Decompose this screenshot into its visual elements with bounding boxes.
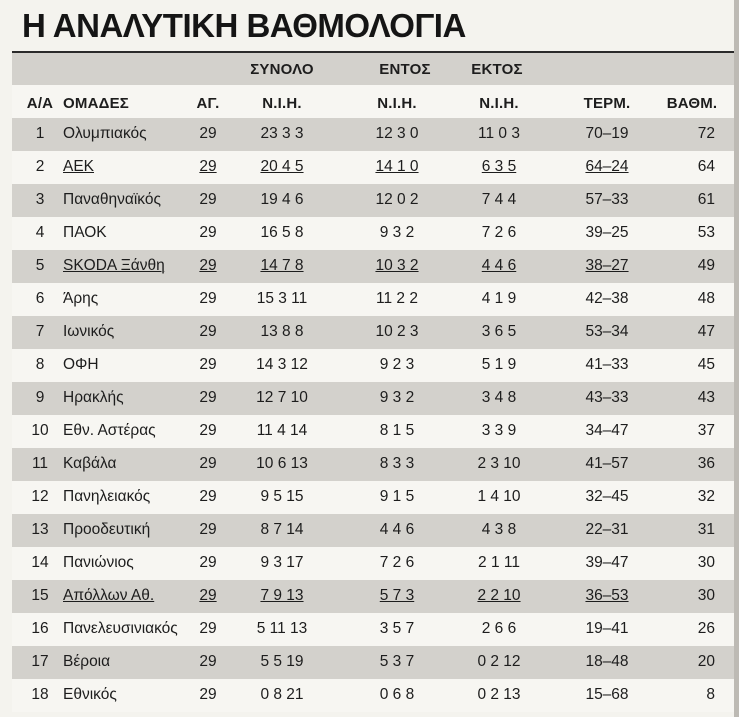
header-group-home: ΕΝΤΟΣ [379, 61, 431, 78]
header-col-home: Ν.Ι.Η. [377, 95, 417, 112]
row-played: 29 [199, 191, 217, 208]
row-team: Ιωνικός [63, 323, 115, 340]
row-goals: 57–33 [585, 191, 629, 208]
row-total: 9 3 17 [260, 554, 304, 571]
row-away: 3 4 8 [481, 389, 517, 406]
row-goals: 38–27 [585, 257, 629, 274]
row-band [12, 679, 739, 712]
row-goals: 22–31 [585, 521, 629, 538]
row-played: 29 [199, 224, 217, 241]
row-goals: 43–33 [585, 389, 629, 406]
row-team: Πανελευσινιακός [63, 620, 178, 637]
row-played: 29 [199, 587, 217, 604]
row-played: 29 [199, 125, 217, 142]
row-points: 8 [706, 686, 715, 703]
row-home: 11 2 2 [376, 290, 418, 307]
row-goals: 70–19 [585, 125, 629, 142]
row-position: 7 [35, 323, 45, 340]
row-position: 2 [35, 158, 45, 175]
row-position: 17 [31, 653, 49, 670]
row-team: SKODA Ξάνθη [63, 257, 165, 274]
header-group-band [12, 53, 739, 85]
row-team: Πανιώνιος [63, 554, 134, 571]
row-team: Πανηλειακός [63, 488, 151, 505]
row-played: 29 [199, 455, 217, 472]
row-total: 10 6 13 [256, 455, 308, 472]
header-col-team: ΟΜΑΔΕΣ [63, 95, 129, 112]
row-home: 8 1 5 [379, 422, 415, 439]
row-goals: 18–48 [585, 653, 629, 670]
row-points: 43 [697, 389, 715, 406]
row-played: 29 [199, 686, 217, 703]
row-position: 16 [31, 620, 49, 637]
header-col-pos: Α/Α [26, 95, 54, 112]
row-team: Βέροια [63, 653, 111, 670]
row-band [12, 646, 739, 679]
row-played: 29 [199, 521, 217, 538]
row-home: 8 3 3 [379, 455, 415, 472]
header-group-total: ΣΥΝΟΛΟ [250, 61, 314, 78]
header-group-away: ΕΚΤΟΣ [471, 61, 523, 78]
row-goals: 32–45 [585, 488, 629, 505]
row-away: 4 4 6 [481, 257, 517, 274]
row-points: 72 [697, 125, 715, 142]
row-played: 29 [199, 488, 217, 505]
row-position: 9 [35, 389, 45, 406]
row-points: 48 [697, 290, 715, 307]
row-points: 30 [697, 554, 715, 571]
row-played: 29 [199, 290, 217, 307]
row-away: 2 1 11 [478, 554, 520, 571]
row-team: Εθνικός [63, 686, 117, 703]
row-total: 15 3 11 [256, 290, 308, 307]
header-col-total: Ν.Ι.Η. [262, 95, 302, 112]
row-away: 0 2 12 [477, 653, 521, 670]
row-home: 7 2 6 [379, 554, 415, 571]
row-team: ΟΦΗ [63, 356, 99, 373]
row-played: 29 [199, 158, 217, 175]
row-total: 7 9 13 [260, 587, 304, 604]
row-home: 3 5 7 [379, 620, 415, 637]
row-total: 11 4 14 [256, 422, 308, 439]
row-position: 12 [31, 488, 49, 505]
row-position: 13 [31, 521, 49, 538]
row-away: 11 0 3 [478, 125, 520, 142]
row-total: 14 3 12 [256, 356, 308, 373]
row-played: 29 [199, 554, 217, 571]
row-home: 10 3 2 [375, 257, 419, 274]
row-team: Ολυμπιακός [63, 125, 147, 142]
row-points: 20 [697, 653, 715, 670]
row-home: 9 2 3 [379, 356, 415, 373]
row-total: 0 8 21 [260, 686, 304, 703]
row-total: 20 4 5 [260, 158, 304, 175]
row-home: 12 0 2 [375, 191, 419, 208]
row-points: 45 [697, 356, 715, 373]
row-goals: 39–47 [585, 554, 629, 571]
row-away: 2 2 10 [477, 587, 521, 604]
row-goals: 41–57 [585, 455, 629, 472]
row-away: 5 1 9 [481, 356, 517, 373]
row-away: 4 1 9 [481, 290, 517, 307]
row-total: 12 7 10 [256, 389, 308, 406]
header-col-away: Ν.Ι.Η. [479, 95, 519, 112]
row-total: 5 5 19 [260, 653, 304, 670]
row-points: 37 [697, 422, 715, 439]
row-team: Παναθηναϊκός [63, 191, 161, 208]
row-position: 14 [31, 554, 49, 571]
row-points: 61 [697, 191, 715, 208]
row-points: 26 [697, 620, 715, 637]
row-team: Εθν. Αστέρας [63, 422, 156, 439]
row-team: Προοδευτική [63, 521, 151, 538]
row-band [12, 349, 739, 382]
row-away: 0 2 13 [477, 686, 521, 703]
header-col-played: ΑΓ. [196, 95, 220, 112]
row-team: Απόλλων Αθ. [63, 587, 155, 604]
row-total: 9 5 15 [260, 488, 304, 505]
row-goals: 15–68 [585, 686, 629, 703]
row-position: 1 [35, 125, 45, 142]
row-band [12, 217, 739, 250]
row-band [12, 448, 739, 481]
header-col-goals: ΤΕΡΜ. [583, 95, 631, 112]
row-points: 64 [697, 158, 715, 175]
row-home: 10 2 3 [375, 323, 419, 340]
row-points: 30 [697, 587, 715, 604]
row-goals: 42–38 [585, 290, 629, 307]
row-points: 32 [697, 488, 715, 505]
row-goals: 64–24 [585, 158, 629, 175]
row-home: 14 1 0 [375, 158, 419, 175]
row-position: 3 [35, 191, 45, 208]
row-team: ΑΕΚ [63, 158, 95, 175]
row-away: 3 6 5 [481, 323, 517, 340]
row-played: 29 [199, 356, 217, 373]
row-home: 4 4 6 [379, 521, 415, 538]
row-away: 3 3 9 [481, 422, 517, 439]
row-home: 5 3 7 [379, 653, 415, 670]
row-total: 19 4 6 [260, 191, 304, 208]
row-team: Καβάλα [63, 455, 117, 472]
row-played: 29 [199, 422, 217, 439]
row-total: 13 8 8 [260, 323, 304, 340]
row-home: 12 3 0 [375, 125, 419, 142]
row-total: 23 3 3 [260, 125, 304, 142]
row-points: 31 [697, 521, 715, 538]
row-total: 14 7 8 [260, 257, 304, 274]
row-team: Ηρακλής [63, 389, 124, 406]
page-title: Η ΑΝΑΛΥΤΙΚΗ ΒΑΘΜΟΛΟΓΙΑ [22, 7, 466, 44]
row-position: 18 [31, 686, 49, 703]
row-goals: 34–47 [585, 422, 629, 439]
row-points: 53 [697, 224, 715, 241]
row-position: 10 [31, 422, 49, 439]
row-away: 2 6 6 [481, 620, 517, 637]
row-played: 29 [199, 653, 217, 670]
row-position: 6 [35, 290, 45, 307]
row-played: 29 [199, 257, 217, 274]
row-played: 29 [199, 323, 217, 340]
row-away: 6 3 5 [481, 158, 517, 175]
row-home: 9 3 2 [379, 224, 415, 241]
row-away: 4 3 8 [481, 521, 517, 538]
row-goals: 36–53 [585, 587, 629, 604]
header-col-points: ΒΑΘΜ. [666, 95, 718, 112]
page-edge [734, 0, 739, 717]
row-away: 7 2 6 [481, 224, 517, 241]
row-position: 5 [35, 257, 45, 274]
row-away: 2 3 10 [477, 455, 521, 472]
row-position: 15 [31, 587, 49, 604]
row-home: 0 6 8 [379, 686, 415, 703]
row-goals: 53–34 [585, 323, 629, 340]
row-points: 36 [697, 455, 715, 472]
row-total: 16 5 8 [260, 224, 304, 241]
row-team: ΠΑΟΚ [63, 224, 107, 241]
row-position: 11 [31, 455, 49, 472]
row-played: 29 [199, 620, 217, 637]
row-points: 47 [697, 323, 715, 340]
row-home: 9 1 5 [379, 488, 415, 505]
row-played: 29 [199, 389, 217, 406]
row-position: 4 [35, 224, 45, 241]
row-points: 49 [697, 257, 715, 274]
row-team: Άρης [63, 290, 99, 307]
row-away: 1 4 10 [477, 488, 521, 505]
row-total: 5 11 13 [256, 620, 308, 637]
row-home: 9 3 2 [379, 389, 415, 406]
row-home: 5 7 3 [379, 587, 415, 604]
row-position: 8 [35, 356, 45, 373]
row-total: 8 7 14 [260, 521, 304, 538]
row-goals: 39–25 [585, 224, 629, 241]
row-away: 7 4 4 [481, 191, 517, 208]
row-goals: 41–33 [585, 356, 629, 373]
row-goals: 19–41 [585, 620, 629, 637]
title-bar [0, 0, 739, 51]
